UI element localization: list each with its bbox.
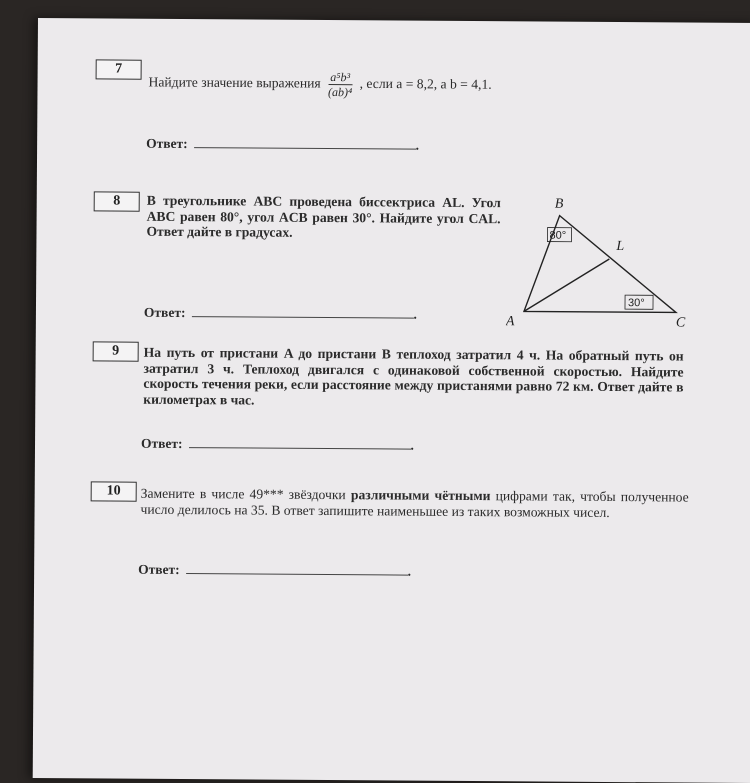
task-7-answer[interactable]: Ответ: .	[146, 135, 420, 153]
answer-label: Ответ:	[138, 561, 180, 578]
task-number-10	[91, 481, 137, 501]
label-c: C	[675, 315, 686, 331]
task-9-answer[interactable]: Ответ: .	[140, 435, 415, 453]
answer-line[interactable]	[186, 561, 408, 576]
task-number-8	[94, 191, 140, 211]
task-number-9	[93, 341, 139, 361]
answer-label: Ответ:	[146, 135, 188, 152]
task-7-frac-num: a⁵b³	[328, 70, 352, 85]
answer-line[interactable]	[189, 435, 411, 450]
answer-label: Ответ:	[143, 304, 186, 321]
answer-line[interactable]	[191, 304, 413, 319]
label-a: A	[505, 314, 515, 330]
task-7-text	[148, 69, 608, 101]
task-10-text-a: Замените в числе 49*** звёздочки	[140, 485, 351, 503]
angle-b-label: 80°	[549, 229, 567, 242]
task-number-10-text: 10	[106, 483, 121, 499]
task-7-prefix: Найдите значение выражения	[148, 74, 321, 91]
task-10-text-b: цифрами так, чтобы полученное число делилось на 35. В ответ запишите наименьшее из таких возможных чисел.	[140, 488, 689, 520]
answer-line[interactable]	[194, 135, 416, 150]
answer-label: Ответ:	[140, 435, 183, 452]
angle-c-label: 30°	[627, 297, 645, 310]
task-number-9-text: 9	[112, 343, 120, 359]
task-number-7-text: 7	[115, 61, 123, 77]
task-7-fraction	[328, 70, 352, 99]
task-number-7	[96, 59, 142, 79]
bisector-al	[524, 258, 609, 312]
triangle-figure	[506, 191, 697, 332]
task-10-answer[interactable]: Ответ: .	[138, 561, 412, 579]
task-9-text: На путь от пристани A до пристани B теплоход затратил 4 ч. На обратный путь он затратил 3 ч. Теплоход двигался с одинаковой собственной скоростью. Найдите скорость течения реки, если расстояние между пристанями равно 72 км. Ответ дайте в километрах в час.	[143, 344, 684, 408]
task-10-text	[141, 486, 689, 521]
task-10-text-bold: различными чётными	[350, 487, 491, 504]
task-7-frac-den: (ab)⁴	[327, 85, 353, 100]
label-l: L	[616, 239, 625, 255]
task-8-text: В треугольнике ABC проведена биссектриса AL. Угол ABC равен 80°, угол ACB равен 30°. Найдите угол CAL. Ответ дайте в градусах.	[146, 192, 501, 240]
task-number-8-text: 8	[113, 193, 121, 209]
worksheet-page	[33, 18, 750, 783]
label-b: B	[554, 196, 564, 212]
task-8-answer[interactable]: Ответ: .	[143, 304, 417, 322]
task-7-suffix: , если a = 8,2, а b = 4,1.	[359, 75, 492, 92]
